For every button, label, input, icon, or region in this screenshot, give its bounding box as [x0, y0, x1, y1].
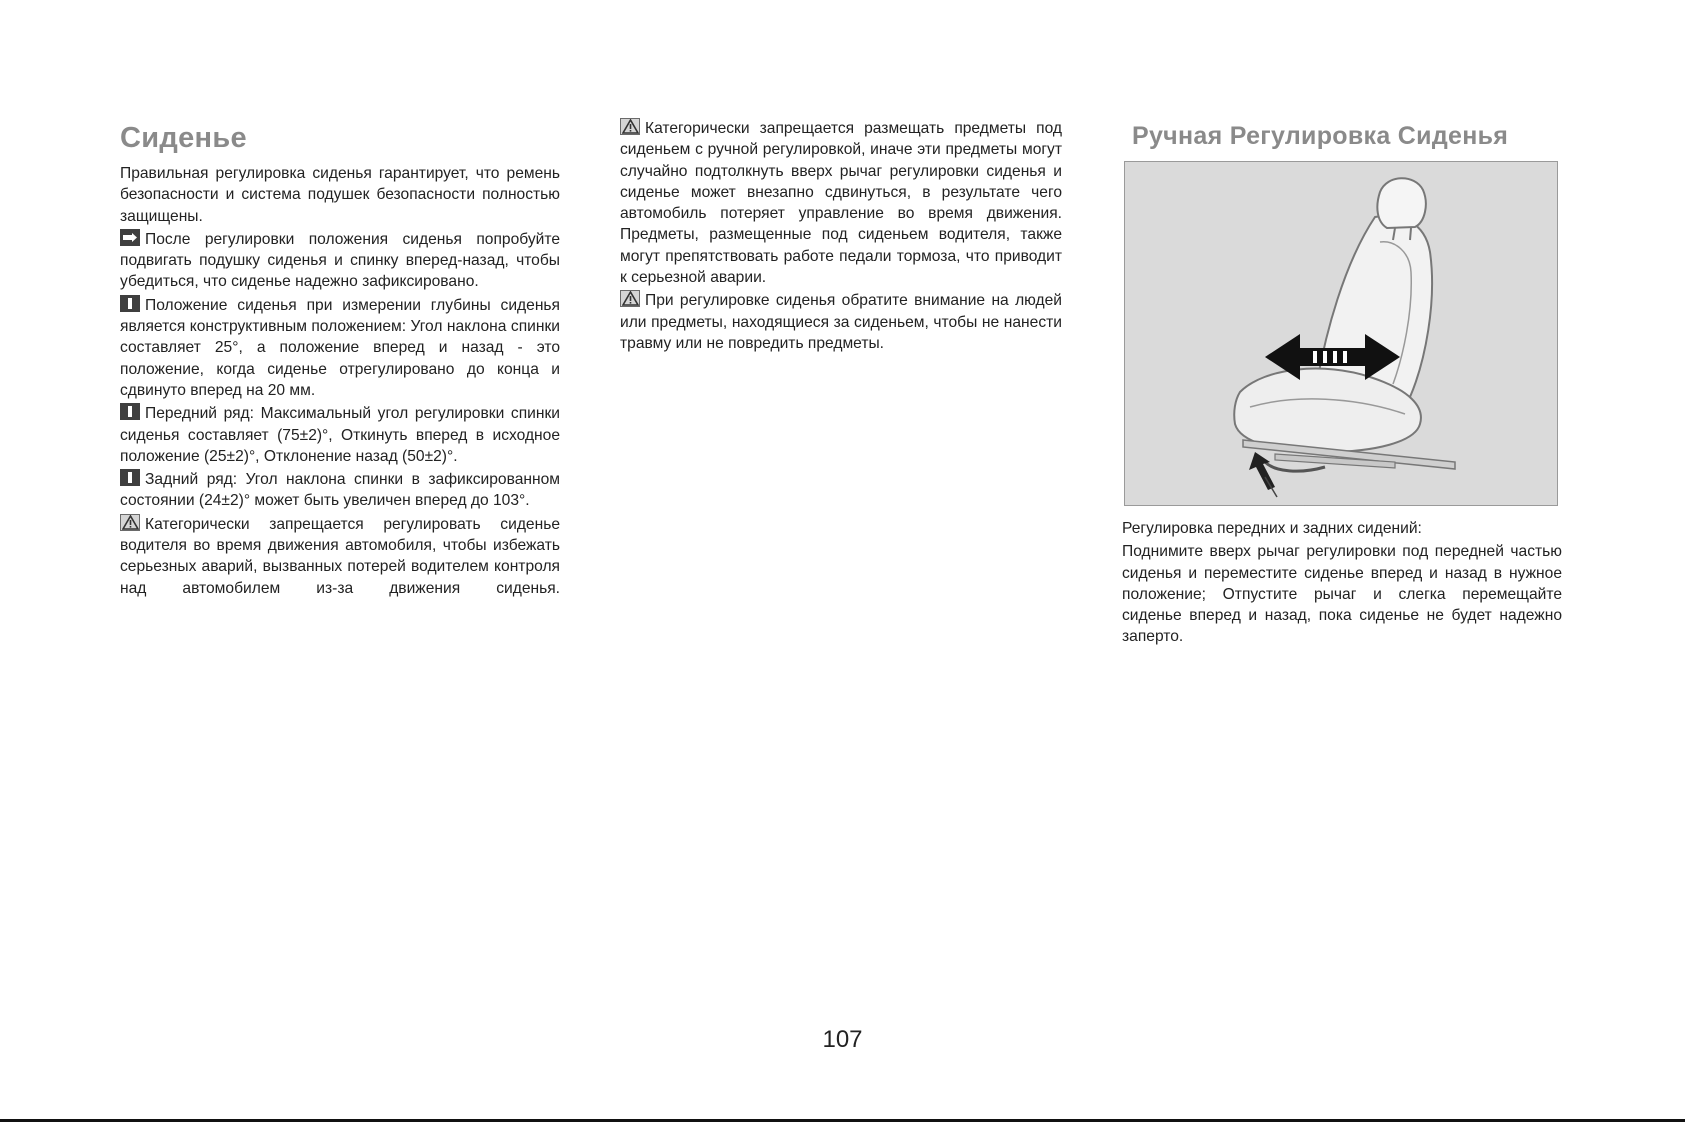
- info-paragraph-2: [120, 403, 560, 467]
- figure-caption-text: Регулировка передних и задних сидений:: [1122, 520, 1422, 537]
- figure-caption: [1122, 518, 1562, 539]
- info-paragraph-1: [120, 295, 560, 401]
- right-column: [1122, 118, 1562, 650]
- info-text-1: Положение сиденья при измерении глубины сиденья является конструктивным положением: Угол наклона спинки составляет 25°, а положение вперед и назад - это положение, когда сиденье отрегулировано до конца и сдвинуто вперед на 20 мм.: [120, 296, 560, 399]
- note-icon: [120, 229, 140, 246]
- instruction-paragraph: [1122, 541, 1562, 647]
- warning-text-3: При регулировке сиденья обратите внимание на людей или предметы, находящиеся за сиденьем, чтобы не нанести травму или не повредить предметы.: [620, 292, 1062, 352]
- info-text-3: Задний ряд: Угол наклона спинки в зафиксированном состоянии (24±2)° может быть увеличен вперед до 103°.: [120, 471, 560, 510]
- warning-paragraph-3: [620, 290, 1062, 354]
- seat-illustration-image: [1125, 162, 1557, 505]
- left-column: [120, 118, 560, 601]
- page-number: 107: [822, 1026, 863, 1053]
- section-title: Сиденье: [120, 122, 247, 154]
- warning-text-2: Категорически запрещается размещать предметы под сиденьем с ручной регулировкой, иначе эти предметы могут случайно подтолкнуть вверх рычаг регулировки сиденья и сиденье может внезапно сдвинуться, в результате чего автомобиль потеряет управление во время движения. Предметы, размещенные под сиденьем водителя, также могут препятствовать работе педали тормоза, что приводит к серьезной аварии.: [620, 120, 1062, 287]
- intro-text: Правильная регулировка сиденья гарантирует, что ремень безопасности и система подушек безопасности полностью защищены.: [120, 165, 560, 225]
- middle-column: [620, 118, 1062, 356]
- warning-paragraph-1: [120, 514, 560, 599]
- page-bottom-rule: [0, 1119, 1685, 1122]
- info-paragraph-3: [120, 469, 560, 512]
- warning-icon: [620, 290, 640, 307]
- warning-icon: [120, 514, 140, 531]
- warning-icon: [620, 118, 640, 135]
- warning-text-1: Категорически запрещается регулировать сиденье водителя во время движения автомобиля, чтобы избежать серьезных аварий, вызванных потерей водителем контроля над автомобилем из-за движения сиденья.: [120, 515, 560, 597]
- info-icon: [120, 403, 140, 420]
- info-icon: [120, 469, 140, 486]
- info-text-2: Передний ряд: Максимальный угол регулировки спинки сиденья составляет (75±2)°, Откинуть вперед в исходное положение (25±2)°, Отклонение назад (50±2)°.: [120, 405, 560, 465]
- info-icon: [120, 295, 140, 312]
- seat-adjustment-illustration: [1124, 161, 1558, 506]
- warning-paragraph-2: [620, 118, 1062, 288]
- instruction-text: Поднимите вверх рычаг регулировки под передней частью сиденья и переместите сиденье вперед и назад в нужное положение; Отпустите рычаг и слегка перемещайте сиденье вперед и назад, пока сиденье не будет надежно заперто.: [1122, 543, 1562, 646]
- note-paragraph: [120, 229, 560, 293]
- note-text: После регулировки положения сиденья попробуйте подвигать подушку сиденья и спинку вперед-назад, чтобы убедиться, что сиденье надежно зафиксировано.: [120, 230, 560, 291]
- intro-paragraph: [120, 163, 560, 227]
- section-title: Ручная Регулировка Сиденья: [1132, 122, 1509, 150]
